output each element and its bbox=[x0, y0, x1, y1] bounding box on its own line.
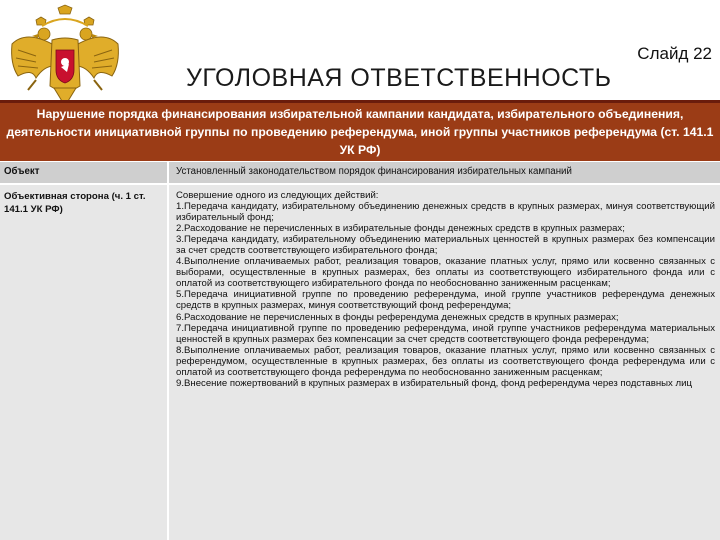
article-banner: Нарушение порядка финансирования избирательной кампании кандидата, избирательного объединения, деятельности инициативной группы по проведению референдума, иной группы участников референдума (ст. 141.1 УК РФ) bbox=[0, 103, 720, 161]
table-row-object bbox=[0, 162, 720, 183]
list-item: 9.Внесение пожертвований в крупных размерах в избирательный фонд, фонд референдума через подставных лиц bbox=[176, 377, 692, 389]
intro-line: Совершение одного из следующих действий: bbox=[176, 190, 379, 201]
row-label-objective-side: Объективная сторона (ч. 1 ст. 141.1 УК РФ) bbox=[0, 185, 167, 540]
slide-number-label: Слайд 22 bbox=[637, 44, 712, 63]
object-text: Установленный законодательством порядок финансирования избирательных кампаний bbox=[176, 166, 572, 177]
table-row-objective-side bbox=[0, 185, 720, 540]
list-item: 4.Выполнение оплачиваемых работ, реализация товаров, оказание платных услуг, прямо или косвенно связанных с выборами, осуществленные в крупных размерах, без оплаты из соответствующего избирательного фонда или с оплатой из соответствующего избирательного фонда по необоснованно заниженным расценкам; bbox=[176, 256, 715, 290]
list-item: 5.Передача инициативной группе по проведению референдума, иной группе участников референдума денежных средств в крупных размерах, минуя соответствующий фонд референдума; bbox=[176, 289, 715, 312]
row-label-object: Объект bbox=[0, 162, 167, 183]
list-item: 2.Расходование не перечисленных в избирательные фонды денежных средств в крупных размерах; bbox=[176, 223, 625, 235]
row-value-objective-side bbox=[169, 185, 720, 540]
page-title: УГОЛОВНАЯ ОТВЕТСТВЕННОСТЬ bbox=[186, 64, 612, 92]
russian-coat-of-arms-emblem bbox=[6, 4, 124, 110]
double-headed-eagle-icon bbox=[6, 4, 124, 110]
article-table bbox=[0, 162, 720, 540]
list-item: 8.Выполнение оплачиваемых работ, реализация товаров, оказание платных услуг, прямо или косвенно связанных с референдумом, осуществленные в крупных размерах, без оплаты из соответствующего фонда референдума или с оплатой из соответствующего фонда референдума по необоснованно заниженным расценкам; bbox=[176, 344, 715, 378]
list-item: 6.Расходование не перечисленных в фонды референдума денежных средств в крупных размерах; bbox=[176, 311, 619, 323]
list-item: 7.Передача инициативной группе по проведению референдума, иной группе участников референдума материальных ценностей в крупных размерах без компенсации за счет средств соответствующего фонда референдума; bbox=[176, 322, 715, 345]
list-item: 3.Передача кандидату, избирательному объединению материальных ценностей в крупных размерах без компенсации за счет средств соответствующего избирательного фонда; bbox=[176, 234, 715, 257]
row-value-object bbox=[169, 162, 720, 183]
list-item: 1.Передача кандидату, избирательному объединению денежных средств в крупных размерах, минуя соответствующий избирательный фонд; bbox=[176, 201, 715, 224]
